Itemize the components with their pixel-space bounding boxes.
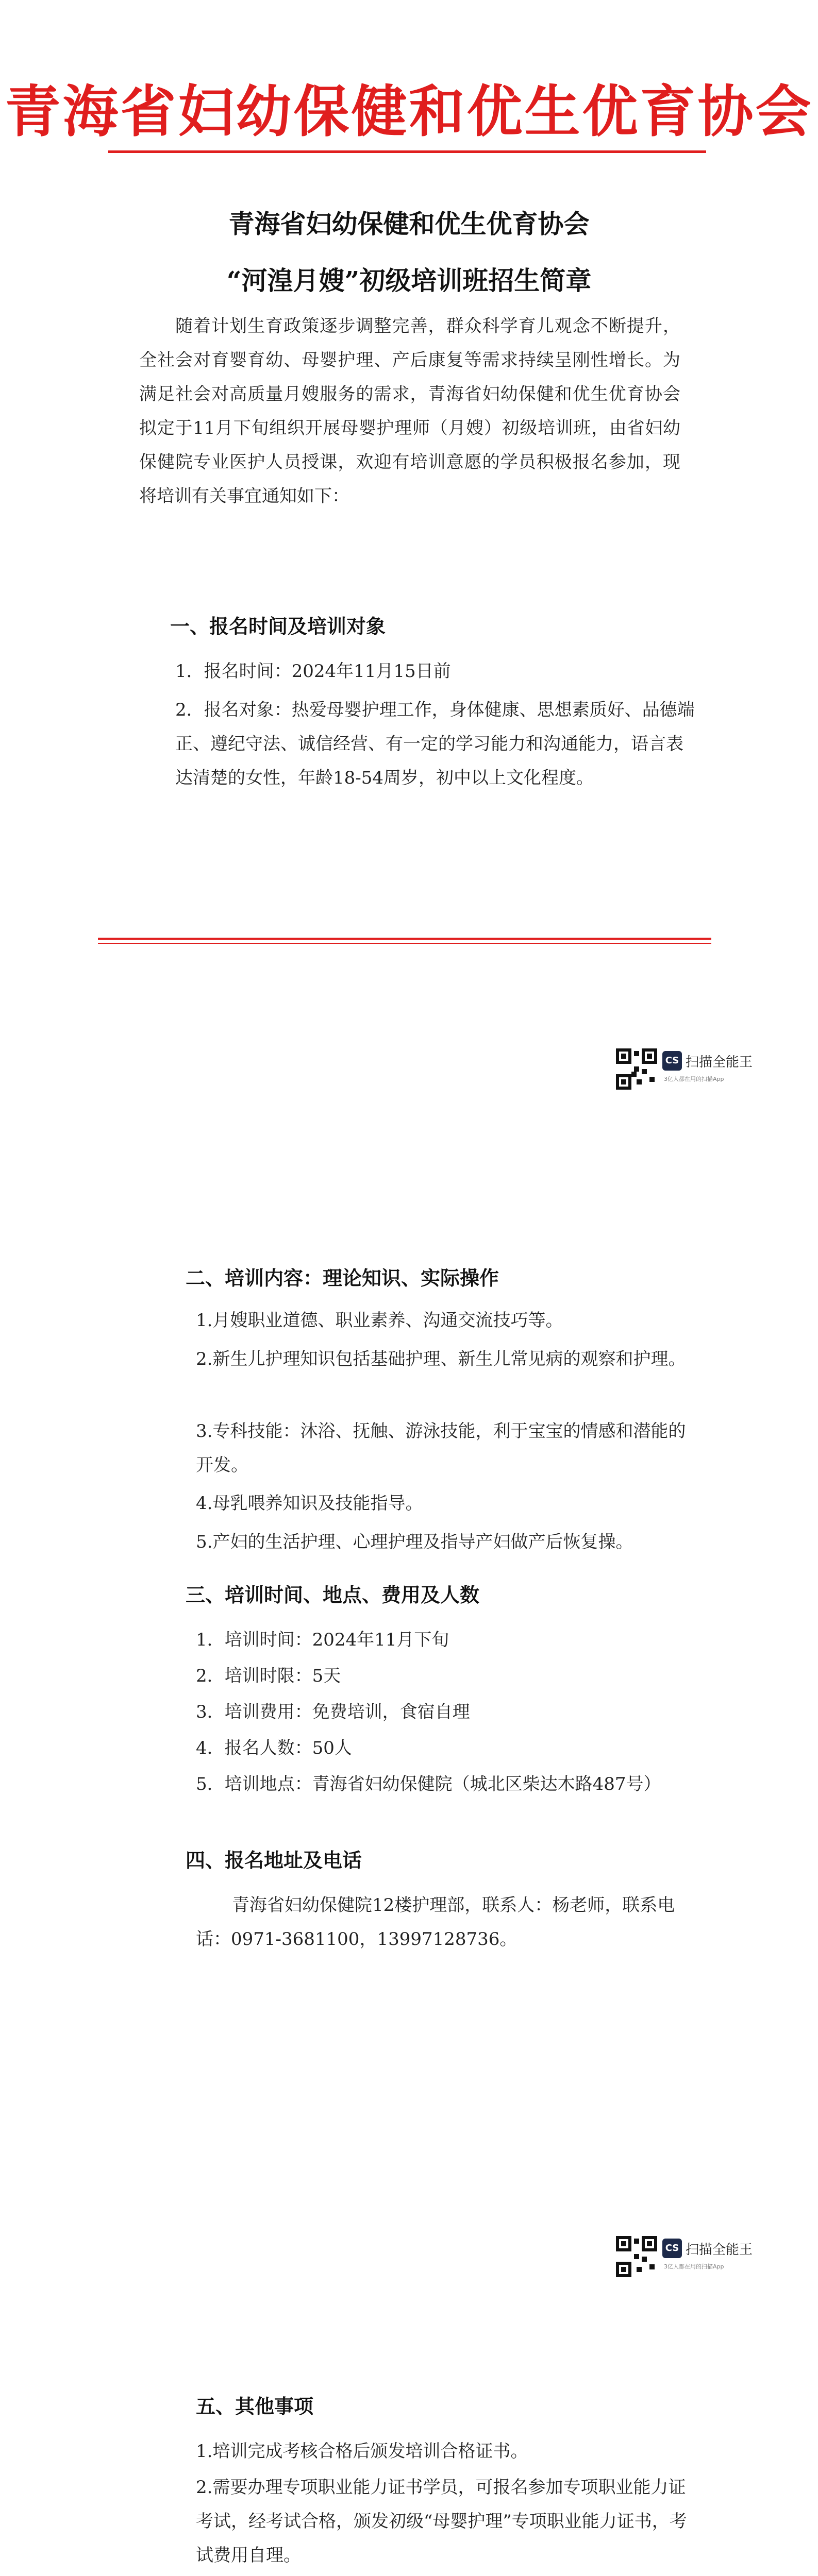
- section3-item-3: 3．培训费用：免费培训，食宿自理: [196, 1702, 470, 1722]
- page-3: [0, 2293, 818, 2576]
- camscanner-logo-icon: CS: [662, 1051, 682, 1071]
- doc-title-line1: 青海省妇幼保健和优生优育协会: [228, 209, 590, 239]
- section3-heading: 三、培训时间、地点、费用及人数: [186, 1583, 480, 1606]
- section2-item-3: 3.专科技能：沐浴、抚触、游泳技能，利于宝宝的情感和潜能的开发。: [196, 1421, 686, 1476]
- page-2: [0, 1103, 818, 2293]
- footer-red-rule: [98, 938, 711, 940]
- section4-text: 青海省妇幼保健院12楼护理部，联系人：杨老师，联系电话：0971-3681100，13997128736。: [196, 1895, 675, 1950]
- watermark-sub: 3亿人都在用的扫描App: [664, 1076, 724, 1082]
- page-1: [0, 0, 818, 1103]
- section4-heading: 四、报名地址及电话: [186, 1849, 362, 1872]
- section3-item-2: 2．培训时限：5天: [196, 1666, 341, 1686]
- section3-item-4: 4．报名人数：50人: [196, 1738, 352, 1758]
- qr-code-icon: [616, 1048, 657, 1090]
- qr-code-icon: [616, 2236, 657, 2277]
- section2-heading: 二、培训内容：理论知识、实际操作: [186, 1266, 499, 1290]
- section5-item-1: 1.培训完成考核合格后颁发培训合格证书。: [196, 2441, 528, 2462]
- section3-item-5: 5．培训地点：青海省妇幼保健院（城北区柴达木路487号）: [196, 1774, 661, 1794]
- section5-item-2: 2.需要办理专项职业能力证书学员，可报名参加专项职业能力证考试，经考试合格，颁发初级“母婴护理”专项职业能力证书，考试费用自理。: [196, 2477, 687, 2566]
- section2-item-2: 2.新生儿护理知识包括基础护理、新生儿常见病的观察和护理。: [196, 1349, 686, 1369]
- watermark-name: 扫描全能王: [686, 1055, 753, 1070]
- section5-heading: 五、其他事项: [196, 2395, 314, 2418]
- section1-heading: 一、报名时间及培训对象: [170, 615, 386, 638]
- section2-item-5: 5.产妇的生活护理、心理护理及指导产妇做产后恢复操。: [196, 1532, 633, 1552]
- letterhead-red-rule: [108, 150, 706, 153]
- watermark-sub: 3亿人都在用的扫描App: [664, 2263, 724, 2270]
- watermark-name: 扫描全能王: [686, 2242, 753, 2258]
- doc-title-line2: “河湟月嫂”初级培训班招生简章: [226, 265, 592, 296]
- camscanner-logo-icon: CS: [662, 2239, 682, 2258]
- footer-red-rule-thin: [98, 943, 711, 944]
- intro-paragraph: 随着计划生育政策逐步调整完善，群众科学育儿观念不断提升，全社会对育婴育幼、母婴护理、产后康复等需求持续呈刚性增长。为满足社会对高质量月嫂服务的需求，青海省妇幼保健和优生优育协会拟定于11月下旬组织开展母婴护理师（月嫂）初级培训班，由省妇幼保健院专业医护人员授课，欢迎有培训意愿的学员积极报名参加，现将培训有关事宜通知如下：: [139, 316, 680, 506]
- section3-item-1: 1．培训时间：2024年11月下旬: [196, 1630, 449, 1650]
- section2-item-4: 4.母乳喂养知识及技能指导。: [196, 1493, 423, 1514]
- section1-item-2: 2．报名对象：热爱母婴护理工作，身体健康、思想素质好、品德端正、遵纪守法、诚信经营、有一定的学习能力和沟通能力，语言表达清楚的女性，年龄18-54周岁，初中以上文化程度。: [175, 700, 695, 788]
- section2-item-1: 1.月嫂职业道德、职业素养、沟通交流技巧等。: [196, 1310, 563, 1331]
- section1-item-1: 1．报名时间：2024年11月15日前: [175, 661, 451, 682]
- letterhead-title: 青海省妇幼保健和优生优育协会: [5, 79, 813, 144]
